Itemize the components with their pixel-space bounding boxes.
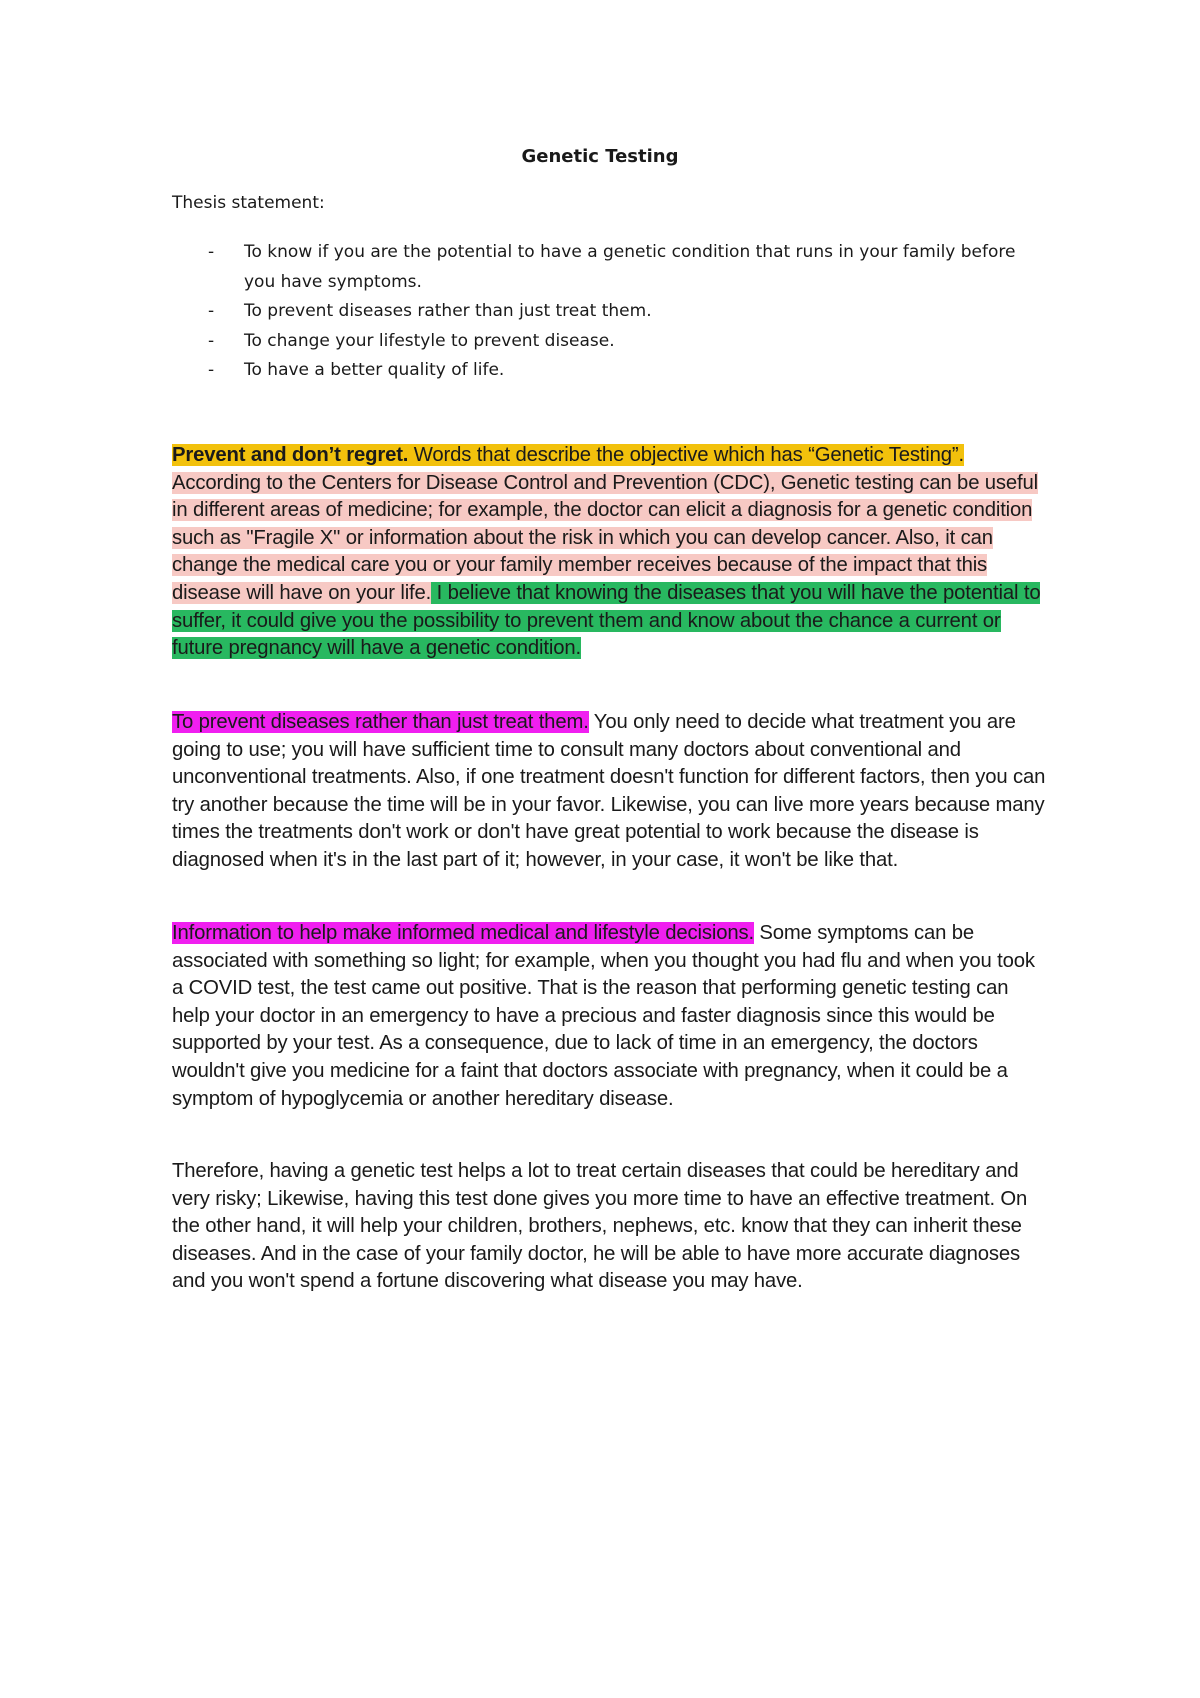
dash-bullet: - [208, 242, 215, 262]
pink-highlight-text: According to the Centers for Disease Control and Prevention (CDC), Genetic testing can be useful in different areas of medicine; for example, the doctor can elicit a diagnosis for a genetic condition such as "Fragile X" or information about the risk in which you can develop cancer. Also, it can change the medical care you or your family member receives because of the impact that this disease will have on your life. [172, 471, 1039, 604]
thesis-item-text: To change your lifestyle to prevent disease. [244, 330, 615, 351]
green-highlight-text: I believe that knowing the diseases that you will have the potential to suffer, it could give you the possibility to prevent them and know about the chance a current or future pregnancy will have a genetic condition. [172, 581, 1041, 660]
paragraph-prevent-regret [172, 442, 1047, 663]
thesis-item [172, 297, 1032, 327]
dash-bullet: - [208, 360, 215, 380]
dash-bullet: - [208, 330, 215, 351]
thesis-label: Thesis statement: [172, 193, 325, 213]
thesis-item [172, 238, 1032, 297]
paragraph-lead-heading: Prevent and don’t regret. [172, 444, 409, 466]
thesis-item [172, 356, 1032, 386]
document-title: Genetic Testing [521, 146, 679, 167]
magenta-highlight-text: Information to help make informed medical and lifestyle decisions. [172, 922, 754, 944]
paragraph-body-text: Some symptoms can be associated with something so light; for example, when you thought you had flu and when you took a COVID test, the test came out positive. That is the reason that performing genetic testing can help your doctor in an emergency to have a precious and faster diagnosis since this would be supported by your test. As a consequence, due to lack of time in an emergency, the doctors wouldn't give you medicine for a faint that doctors associate with pregnancy, when it could be a symptom of hypoglycemia or another hereditary disease. [172, 922, 1035, 1110]
thesis-item-text: To know if you are the potential to have a genetic condition that runs in your family before you have symptoms. [244, 242, 1016, 292]
paragraph-conclusion: Therefore, having a genetic test helps a lot to treat certain diseases that could be hereditary and very risky; Likewise, having this test done gives you more time to have an effective treatment. On the other hand, it will help your children, brothers, nephews, etc. know that they can inherit these diseases. And in the case of your family doctor, he will be able to have more accurate diagnoses and you won't spend a fortune discovering what disease you may have. [172, 1160, 1028, 1293]
magenta-highlight-text: To prevent diseases rather than just treat them. [172, 711, 589, 733]
orange-highlight-text: Words that describe the objective which has “Genetic Testing”. [408, 444, 964, 466]
thesis-item-text: To prevent diseases rather than just treat them. [244, 301, 652, 321]
thesis-item [172, 327, 1032, 357]
paragraph-prevent-diseases [172, 709, 1047, 875]
thesis-item-text: To have a better quality of life. [244, 360, 505, 380]
paragraph-informed-decisions [172, 920, 1047, 1113]
paragraph-body-text: You only need to decide what treatment you are going to use; you will have sufficient time to consult many doctors about conventional and unconventional treatments. Also, if one treatment doesn't function for different factors, then you can try another because the time will be in your favor. Likewise, you can live more years because many times the treatments don't work or don't have great potential to work because the disease is diagnosed when it's in the last part of it; however, in your case, it won't be like that. [172, 711, 1046, 871]
dash-bullet: - [208, 301, 215, 321]
thesis-list [172, 238, 1032, 386]
